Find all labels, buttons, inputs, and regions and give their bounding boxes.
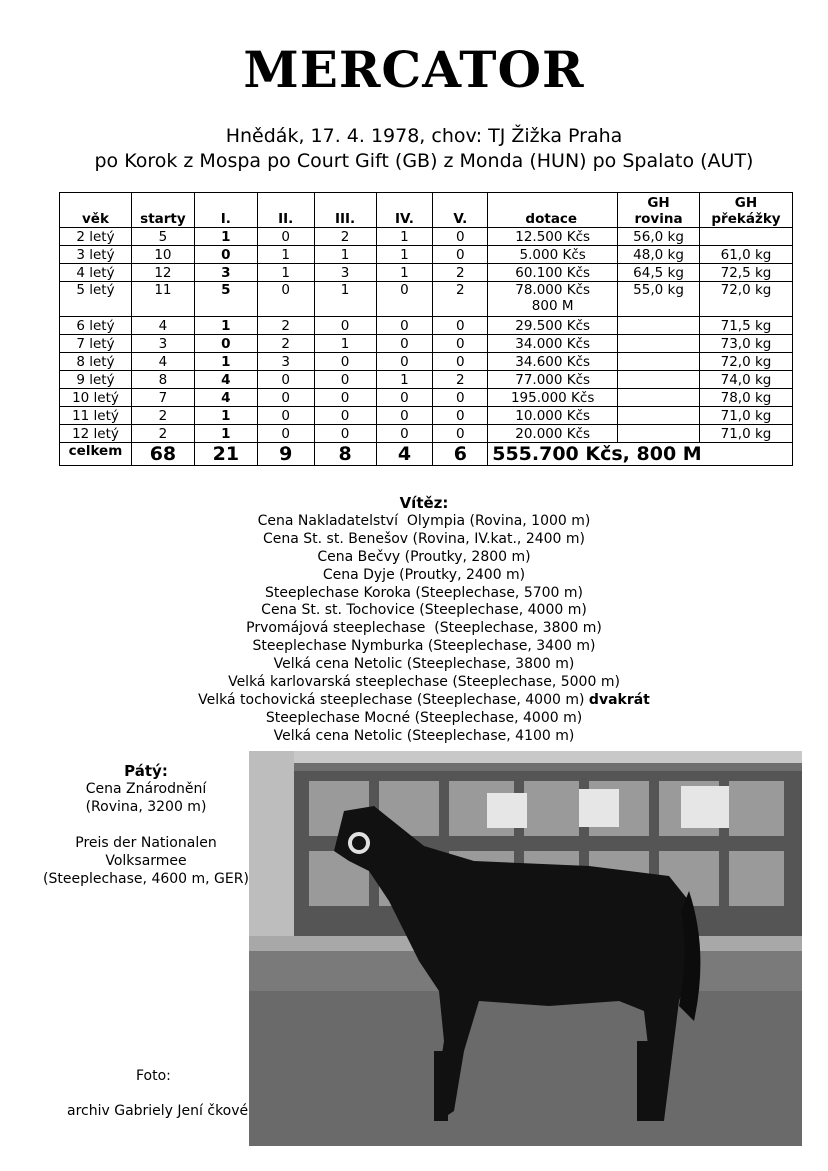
cell-p4: 0 [376,282,433,317]
winner-heading: Vítěz: [399,494,449,512]
cell-age: 2 letý [60,228,132,246]
fifth-heading: Pátý: [124,762,168,780]
winner-race-text: Steeplechase Mocné (Steeplechase, 4000 m) [265,709,583,726]
cell-p5: 0 [433,407,488,425]
cell-flat [618,389,700,407]
cell-p1: 1 [194,353,257,371]
cell-p5: 2 [433,264,488,282]
cell-p5: 0 [433,228,488,246]
winner-race-item [0,710,828,728]
cell-jump: 74,0 kg [699,371,792,389]
winner-race-item [0,728,828,746]
cell-flat: 48,0 kg [618,246,700,264]
fifth-race-2-name: Preis der Nationalen [75,835,217,851]
cell-p2: 3 [257,353,314,371]
cell-prize: 77.000 Kčs [488,371,618,389]
winner-race-item [0,638,828,656]
cell-age: 5 letý [60,282,132,317]
cell-prize [488,282,618,317]
winner-race-text: Steeplechase Nymburka (Steeplechase, 3400 m) [252,638,596,655]
cell-p5: 0 [433,246,488,264]
cell-jump: 71,0 kg [699,407,792,425]
cell-age: 6 letý [60,317,132,335]
col-second-header: II. [257,193,314,228]
horse-name-title: MERCATOR [243,40,585,99]
fifth-race-2-name-cont: Volksarmee [105,853,187,869]
total-starts: 68 [131,443,194,466]
winner-race-item [0,656,828,674]
cell-jump: 61,0 kg [699,246,792,264]
fifth-race-2-detail: (Steeplechase, 4600 m, GER) [43,871,249,887]
cell-p5: 0 [433,317,488,335]
cell-p4: 0 [376,407,433,425]
cell-p2: 0 [257,407,314,425]
cell-p2: 1 [257,264,314,282]
cell-p4: 0 [376,425,433,443]
cell-p4: 0 [376,335,433,353]
cell-p2: 0 [257,371,314,389]
career-stats-table [59,192,793,466]
col-starts-header: starty [131,193,194,228]
table-row [60,228,793,246]
table-row [60,371,793,389]
col-fourth-header: IV. [376,193,433,228]
winner-race-list [0,513,828,746]
cell-flat: 55,0 kg [618,282,700,317]
col-fifth-header: V. [433,193,488,228]
cell-p2: 0 [257,282,314,317]
winner-race-item [0,602,828,620]
cell-p1: 4 [194,371,257,389]
cell-p4: 0 [376,389,433,407]
winner-race-text: Cena St. st. Benešov (Rovina, IV.kat., 2400 m) [262,530,585,547]
cell-p3: 3 [314,264,376,282]
horse-pedigree: po Korok z Mospa po Court Gift (GB) z Monda (HUN) po Spalato (AUT) [94,150,754,172]
gh-jump-label-2: překážky [711,211,781,227]
col-third-header: III. [314,193,376,228]
table-row [60,353,793,371]
cell-p4: 1 [376,371,433,389]
table-row [60,389,793,407]
cell-p3: 0 [314,389,376,407]
cell-prize: 34.600 Kčs [488,353,618,371]
winner-race-text: Cena Dyje (Proutky, 2400 m) [322,566,526,583]
col-prize-header: dotace [488,193,618,228]
winner-race-text: Velká cena Netolic (Steeplechase, 3800 m) [273,656,575,673]
cell-p4: 0 [376,353,433,371]
winner-race-note: dvakrát [588,691,650,708]
winner-race-item [0,567,828,585]
cell-starts: 5 [131,228,194,246]
cell-flat: 56,0 kg [618,228,700,246]
photo-credit-source: archiv Gabriely Jení čkové [67,1103,249,1119]
cell-starts: 12 [131,264,194,282]
cell-jump: 73,0 kg [699,335,792,353]
cell-starts: 2 [131,425,194,443]
cell-p2: 2 [257,335,314,353]
cell-age: 8 letý [60,353,132,371]
cell-jump: 72,0 kg [699,282,792,317]
total-p1: 21 [194,443,257,466]
horse-details: Hnědák, 17. 4. 1978, chov: TJ Žižka Praha [225,125,623,147]
cell-p2: 0 [257,389,314,407]
total-p5: 6 [433,443,488,466]
winner-race-item [0,692,828,710]
gh-flat-label-2: rovina [634,211,683,227]
cell-p1: 1 [194,228,257,246]
cell-starts: 8 [131,371,194,389]
cell-age: 3 letý [60,246,132,264]
winner-race-item [0,513,828,531]
winner-race-item [0,620,828,638]
table-row [60,317,793,335]
cell-prize: 12.500 Kčs [488,228,618,246]
col-age-header: věk [60,193,132,228]
cell-age: 12 letý [60,425,132,443]
cell-p5: 0 [433,389,488,407]
fifth-race-1-detail: (Rovina, 3200 m) [85,799,207,815]
winner-race-item [0,674,828,692]
cell-p4: 1 [376,246,433,264]
table-total-row [60,443,793,466]
cell-age: 9 letý [60,371,132,389]
cell-starts: 4 [131,353,194,371]
cell-prize: 10.000 Kčs [488,407,618,425]
cell-p4: 1 [376,228,433,246]
cell-p3: 2 [314,228,376,246]
table-row [60,335,793,353]
cell-p2: 0 [257,228,314,246]
winner-race-item [0,549,828,567]
cell-starts: 10 [131,246,194,264]
cell-starts: 4 [131,317,194,335]
cell-p3: 1 [314,246,376,264]
table-row [60,264,793,282]
cell-p3: 1 [314,335,376,353]
cell-prize: 195.000 Kčs [488,389,618,407]
cell-p2: 0 [257,425,314,443]
cell-p1: 1 [194,425,257,443]
cell-p3: 0 [314,407,376,425]
total-p4: 4 [376,443,433,466]
cell-p5: 0 [433,353,488,371]
cell-p3: 0 [314,317,376,335]
gh-flat-label-1: GH [647,195,670,211]
cell-prize-main: 78.000 Kčs [515,282,591,298]
cell-p3: 1 [314,282,376,317]
winner-race-text: Velká tochovická steeplechase (Steeplechase, 4000 m) [198,691,589,708]
winner-race-text: Cena Bečvy (Proutky, 2800 m) [317,548,531,565]
table-row [60,407,793,425]
table-row [60,425,793,443]
photo-credit-label: Foto: [136,1068,171,1084]
cell-flat [618,353,700,371]
winner-race-text: Steeplechase Koroka (Steeplechase, 5700 m) [264,584,584,601]
cell-prize: 29.500 Kčs [488,317,618,335]
cell-starts: 11 [131,282,194,317]
cell-flat [618,335,700,353]
col-gh-jump-header [699,193,792,228]
cell-p1: 3 [194,264,257,282]
cell-jump: 72,0 kg [699,353,792,371]
cell-flat [618,317,700,335]
cell-p1: 5 [194,282,257,317]
winner-race-text: Velká karlovarská steeplechase (Steeplechase, 5000 m) [228,674,620,691]
winner-section [0,495,828,746]
cell-p5: 0 [433,335,488,353]
col-gh-flat-header [618,193,700,228]
cell-flat [618,371,700,389]
cell-p1: 0 [194,246,257,264]
cell-p1: 4 [194,389,257,407]
cell-jump: 71,0 kg [699,425,792,443]
horse-photo-image [249,751,802,1146]
cell-p3: 0 [314,425,376,443]
winner-race-item [0,585,828,603]
winner-race-text: Velká cena Netolic (Steeplechase, 4100 m) [273,727,575,744]
cell-age: 11 letý [60,407,132,425]
cell-age: 4 letý [60,264,132,282]
cell-jump [699,228,792,246]
cell-p2: 1 [257,246,314,264]
cell-prize: 5.000 Kčs [488,246,618,264]
cell-p3: 0 [314,371,376,389]
winner-race-text: Cena Nakladatelství Olympia (Rovina, 1000 m) [257,512,591,529]
cell-p1: 1 [194,407,257,425]
fifth-place-section [32,762,260,888]
total-label: celkem [60,443,132,466]
cell-p5: 0 [433,425,488,443]
table-header-row [60,193,793,228]
cell-prize: 20.000 Kčs [488,425,618,443]
col-first-header: I. [194,193,257,228]
cell-flat [618,425,700,443]
winner-race-text: Cena St. st. Tochovice (Steeplechase, 4000 m) [261,602,587,619]
cell-prize: 60.100 Kčs [488,264,618,282]
gh-jump-label-1: GH [734,195,758,211]
cell-p3: 0 [314,353,376,371]
cell-starts: 7 [131,389,194,407]
cell-p1: 0 [194,335,257,353]
table-body [60,228,793,466]
table-row [60,282,793,317]
cell-prize-secondary: 800 M [531,298,574,314]
cell-age: 10 letý [60,389,132,407]
cell-age: 7 letý [60,335,132,353]
cell-p4: 1 [376,264,433,282]
cell-p5: 2 [433,371,488,389]
cell-p5: 2 [433,282,488,317]
total-p3: 8 [314,443,376,466]
cell-jump: 72,5 kg [699,264,792,282]
winner-race-item [0,531,828,549]
cell-p4: 0 [376,317,433,335]
cell-starts: 3 [131,335,194,353]
cell-prize: 34.000 Kčs [488,335,618,353]
total-prize: 555.700 Kčs, 800 M [488,443,793,466]
cell-jump: 71,5 kg [699,317,792,335]
total-p2: 9 [257,443,314,466]
cell-flat [618,407,700,425]
cell-p1: 1 [194,317,257,335]
table-row [60,246,793,264]
cell-jump: 78,0 kg [699,389,792,407]
cell-p2: 2 [257,317,314,335]
cell-flat: 64,5 kg [618,264,700,282]
winner-race-text: Prvomájová steeplechase (Steeplechase, 3800 m) [246,620,602,637]
horse-photo [249,751,802,1146]
cell-starts: 2 [131,407,194,425]
fifth-race-1-name: Cena Znárodnění [85,781,207,797]
